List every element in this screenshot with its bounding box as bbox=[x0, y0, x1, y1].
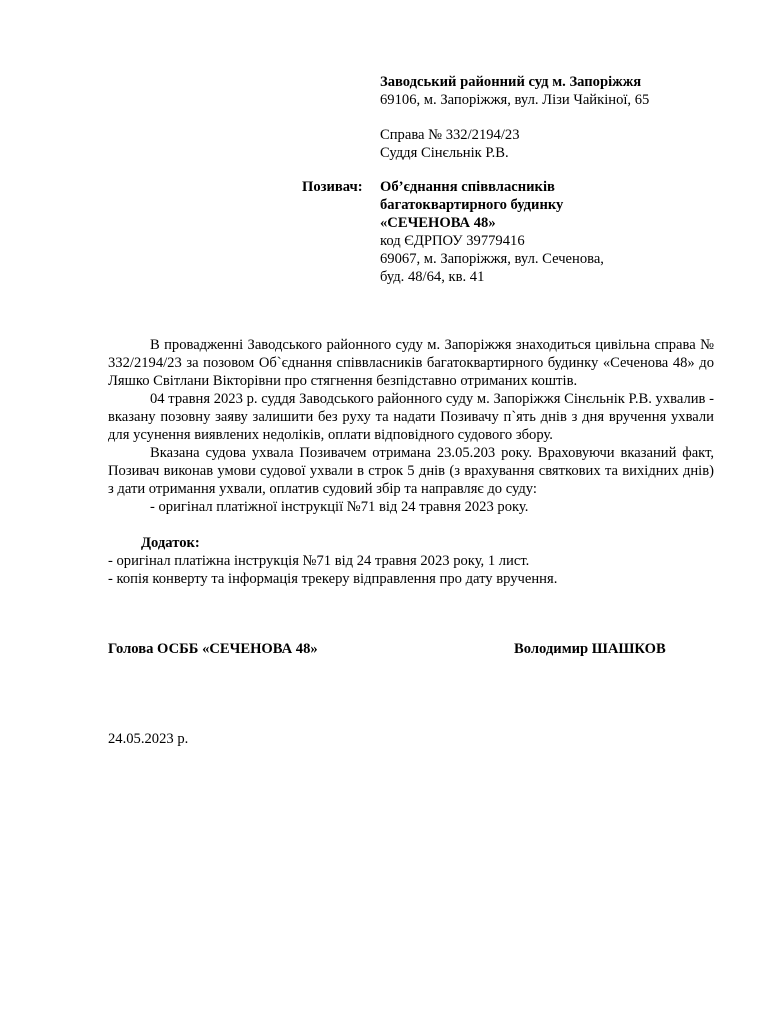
judge-name: Суддя Сінєльнік Р.В. bbox=[380, 145, 509, 161]
court-block bbox=[380, 73, 740, 109]
case-block bbox=[380, 126, 740, 162]
appendix-title: Додаток: bbox=[141, 535, 200, 551]
body-paragraph-3: Вказана судова ухвала Позивачем отримана 23.05.203 року. Враховуючи вказаний факт, Позивач виконав умови судової ухвали в строк 5 днів (з врахування святкових та вихідних днів) з дати отримання ухвали, оплатив судовий збір та направляє до суду: bbox=[108, 445, 714, 497]
appendix-item: - оригінал платіжна інструкція №71 від 24 травня 2023 року, 1 лист. bbox=[108, 553, 530, 569]
case-number: Справа № 332/2194/23 bbox=[380, 127, 520, 143]
plaintiff-address-line1: 69067, м. Запоріжжя, вул. Сеченова, bbox=[380, 251, 604, 267]
plaintiff-label: Позивач: bbox=[302, 179, 363, 195]
body-list-item: - оригінал платіжної інструкції №71 від 24 травня 2023 року. bbox=[150, 499, 529, 515]
document-date: 24.05.2023 р. bbox=[108, 731, 189, 747]
plaintiff-name-line1: Об’єднання співвласників bbox=[380, 179, 555, 195]
signer-name: Володимир ШАШКОВ bbox=[514, 641, 666, 657]
plaintiff-block bbox=[380, 178, 740, 286]
body-paragraph-2: 04 травня 2023 р. суддя Заводського районного суду м. Запоріжжя Сінєльнік Р.В. ухвалив - вказану позовну заяву залишити без руху та надати Позивачу п`ять днів з дня вручення ухвали для усунення виявлених недоліків, оплати відповідного судового збору. bbox=[108, 391, 714, 443]
court-name: Заводський районний суд м. Запоріжжя bbox=[380, 74, 642, 90]
appendix-block bbox=[108, 534, 714, 588]
appendix-item: - копія конверту та інформація трекеру відправлення про дату вручення. bbox=[108, 571, 558, 587]
body-paragraph-1: В провадженні Заводського районного суду м. Запоріжжя знаходиться цивільна справа № 332/2194/23 за позовом Об`єднання співвласників багатоквартирного будинку «Сеченова 48» до Ляшко Світлани Вікторівни про стягнення безпідставно отриманих коштів. bbox=[108, 337, 714, 389]
signer-position: Голова ОСББ «СЕЧЕНОВА 48» bbox=[108, 641, 318, 657]
plaintiff-name-line3: «СЕЧЕНОВА 48» bbox=[380, 215, 496, 231]
court-address: 69106, м. Запоріжжя, вул. Лізи Чайкіної, 65 bbox=[380, 92, 650, 108]
document-body bbox=[108, 336, 714, 516]
plaintiff-edrpou: код ЄДРПОУ 39779416 bbox=[380, 233, 525, 249]
plaintiff-name-line2: багатоквартирного будинку bbox=[380, 197, 564, 213]
plaintiff-address-line2: буд. 48/64, кв. 41 bbox=[380, 269, 485, 285]
